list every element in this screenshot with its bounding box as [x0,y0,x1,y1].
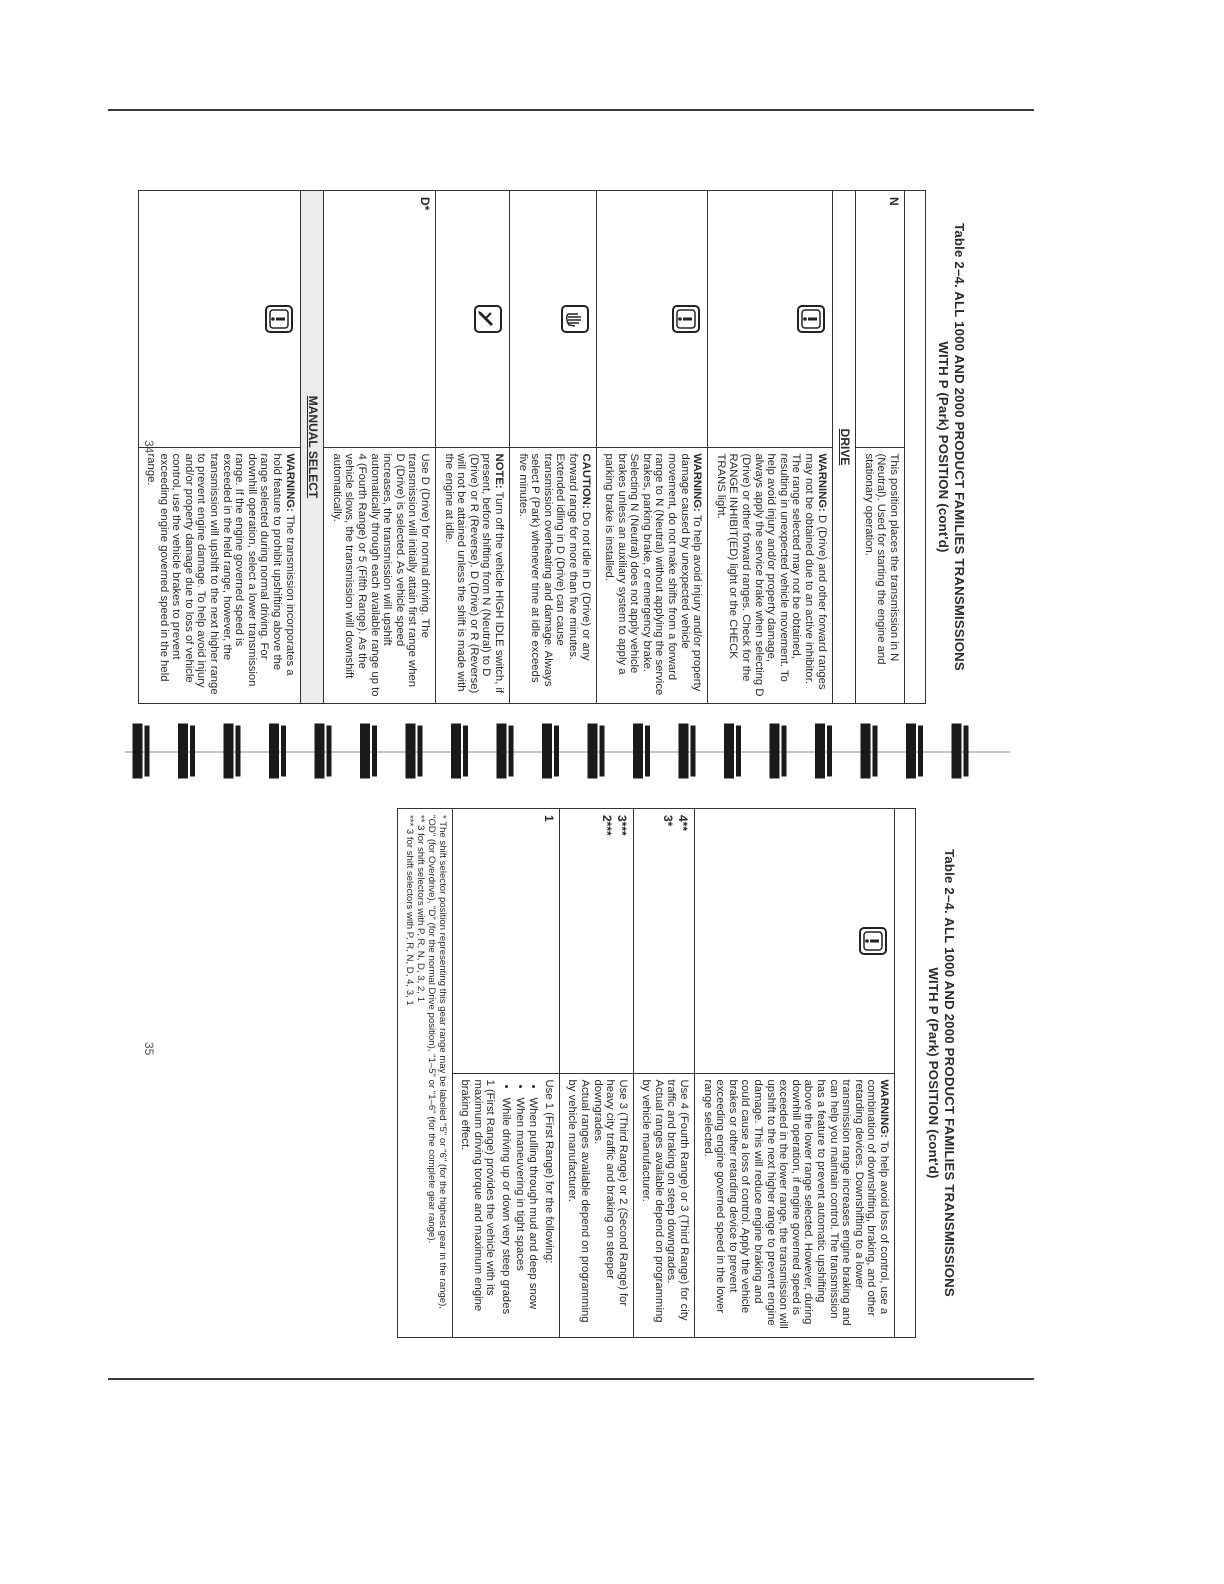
binding-coil-edge [327,726,331,776]
table-row-drive [324,191,436,704]
page-number-34: 34 [142,440,156,454]
table-row-range-4 [633,809,694,1338]
caution-label: CAUTION: [579,453,592,509]
range-3-note: Actual ranges available depend on programming by vehicle manufacturer. [566,1079,591,1323]
note-text: Turn off the vehicle HIGH IDLE switch, if present, before shifting from N (Neutral) to D (Drive) or R (Reverse). D (Drive) or R (Reverse) will not be attained unless the shift is made with the engine at idle. [442,453,505,694]
caution-text: Do not idle in D (Drive) or any forward range for more than five minutes. Extended idling in D (Drive) can cause transmission overheating and damage. Always select P (Park) whenever time at idle exceeds five minutes. [516,453,592,687]
range-4-description: Use 4 (Fourth Range) or 3 (Third Range) for city traffic and braking on steep downgrades. [665,1079,691,1321]
table-title-line1: Table 2–4. ALL 1000 AND 2000 PRODUCT FAMILIES TRANSMISSIONS [942,849,957,1297]
spiral-binding [125,714,1010,784]
binding-coil-edge [919,726,923,776]
range-table-left [138,190,926,704]
binding-coil-edge [873,726,877,776]
binding-coil [361,724,370,778]
table-caption-left [935,190,967,704]
caution-hand-icon [560,304,590,334]
range-symbol-1: 1 [452,809,559,1074]
binding-coil-edge [236,726,240,776]
binding-coil [634,724,643,778]
table-row-caution [509,191,596,704]
range-3-description: Use 3 (Third Range) or 2 (Second Range) for heavy city traffic and braking on steeper downgrades. [591,1079,629,1307]
binding-coil [588,724,597,778]
warning-icon [264,304,294,334]
warning-text: To help avoid injury and/or property damage caused by unexpected vehicle movement, do not make shifts from a forward range to N (Neutral) without applying the service brakes, parking brake, or emergency brake. Selecting N (Neutral) does not apply vehicle brakes unless an auxiliary system to apply a parking brake is installed. [603,453,704,696]
table-row-range-3 [559,809,633,1338]
binding-coil-edge [509,726,513,776]
binding-coil-edge [191,726,195,776]
binding-coil-edge [737,726,741,776]
table-top-spacer [905,191,926,704]
binding-coil [270,724,279,778]
binding-coil [452,724,461,778]
binding-coil [406,724,415,778]
table-top-spacer [895,809,916,1338]
binding-coil-edge [418,726,422,776]
page-number-35: 35 [142,1042,156,1056]
note-pencil-icon [473,304,503,334]
table-title-line2: WITH P (Park) POSITION (cont'd) [926,967,941,1179]
binding-coil [133,724,142,778]
range-1-tail: 1 (First Range) provides the vehicle with its maximum driving torque and maximum engine braking effect. [459,1079,497,1312]
warning-icon [858,926,888,956]
binding-coil-edge [646,726,650,776]
list-item: • When maneuvering in tight spaces [513,1098,526,1332]
table-caption-right [925,808,957,1338]
warning-label: WARNING: [815,453,828,512]
footnote: *** 3 for shift selectors with P, R, N, D, 4, 3, 1 [403,815,415,1006]
neutral-description: This position places the transmission in N (Neutral). Used for starting the engine and stationary operation. [856,447,905,704]
range-symbol-4: 4** [676,815,691,832]
page-35 [397,808,957,1338]
drive-heading: DRIVE [832,191,856,704]
range-symbol-3: 3* [661,815,676,827]
binding-coil-edge [145,726,149,776]
warning-label: WARNING: [691,453,704,512]
range-symbol-2: 2*** [599,815,614,836]
binding-coil-edge [828,726,832,776]
page-34 [138,190,967,704]
top-rule [108,109,1034,111]
binding-coil [725,724,734,778]
warning-icon [671,304,701,334]
warning-text: The transmission incorporates a hold feature to prohibit upshifting above the range selected during normal driving. For downhill operation, select a lower transmission range. If the engine governed speed is exceeded in the held range, however, the transmission will upshift to the next higher range to prevent engine damage. To help avoid injury and/or property damage due to loss of vehicle control, use the vehicle brakes to prevent exceeding engine governed speed in the held range. [145,453,296,695]
table-row-warning-1 [708,191,832,704]
range-symbol-d: D* [324,191,436,448]
binding-coil-edge [782,726,786,776]
range-symbol-3: 3*** [614,815,629,836]
note-label: NOTE: [492,453,505,489]
warning-icon [796,304,826,334]
binding-coil-edge [555,726,559,776]
table-title-line2: WITH P (Park) POSITION (cont'd) [936,341,951,553]
table-row-warning-3 [138,191,300,704]
range-table-right [397,808,916,1338]
binding-coil-edge [600,726,604,776]
binding-coil [816,724,825,778]
range-1-description: Use 1 (First Range) for the following: [542,1079,555,1264]
binding-coil [315,724,324,778]
binding-coil-edge [964,726,968,776]
binding-coil [179,724,188,778]
warning-label: WARNING: [283,453,296,512]
list-item: • While driving up or down very steep grades [499,1098,512,1332]
binding-coil-edge [282,726,286,776]
binding-coil [861,724,870,778]
table-row-warning-2 [596,191,708,704]
binding-coil-edge [691,726,695,776]
binding-coil [907,724,916,778]
warning-text: D (Drive) and other forward ranges may not be obtained due to an active inhibitor. The range selected may not be obtained, resulting in unexpected vehicle movement. To help avoid injury and/or property damage, always apply the service brake when selecting D (Drive) or other forward ranges. Check for the RANGE INHIBIT(ED) light or the CHECK TRANS light. [714,453,828,697]
footnote: * The shift selector position representing this gear range may be labeled "5" or "6" (for the highest gear in the range), "OD" (for Overdrive), "D" (for the normal Drive position), "1–5" or "1–6" (for the complete gear range). [425,815,448,1309]
list-item: • When pulling through mud and deep snow [527,1098,540,1332]
binding-coil [497,724,506,778]
range-symbol-n: N [856,191,905,448]
warning-label: WARNING: [878,1079,890,1138]
binding-coil [952,724,961,778]
binding-coil-edge [373,726,377,776]
table-row-range-1 [452,809,559,1338]
binding-coil-edge [464,726,468,776]
drive-description: Use D (Drive) for normal driving. The transmission will initially attain first range when D (Drive) is selected. As vehicle speed increases, the transmission will upshift automatically through each available range up to 4 (Fourth Range) or 5 (Fifth Range). As the vehicle slows, the transmission will downshift automatically. [324,447,436,704]
warning-text: To help avoid loss of control, use a combination of downshifting, braking, and other retarding devices. Downshifting to a lower transmission range increases engine braking and can help you maintain control. The transmission has a feature to prevent automatic upshifting above the lower range selected. However, during downhill operation, if engine governed speed is exceeded in the lower range, the transmission will upshift to the next higher range to prevent engine damage. This will reduce engine braking and could cause a loss of control. Apply the vehicle brakes or other retarding device to prevent exceeding engine governed speed in the lower range selected. [701,1079,890,1329]
range-4-note: Actual ranges available depend on programming by vehicle manufacturer. [640,1079,665,1323]
binding-coil [224,724,233,778]
range-1-bullets [499,1080,539,1332]
table-row-footnotes [397,809,452,1338]
binding-coil [543,724,552,778]
table-title-line1: Table 2–4. ALL 1000 AND 2000 PRODUCT FAMILIES TRANSMISSIONS [952,223,967,671]
table-row-warning [695,809,895,1338]
binding-coil [770,724,779,778]
manual-select-heading: MANUAL SELECT [300,191,324,704]
table-row-neutral [856,191,905,704]
bottom-rule [108,1378,1034,1380]
binding-coil [679,724,688,778]
footnote: ** 3 for shift selectors with P, R, N, D, 3, 2, 1 [414,815,426,1002]
table-row-note [436,191,510,704]
